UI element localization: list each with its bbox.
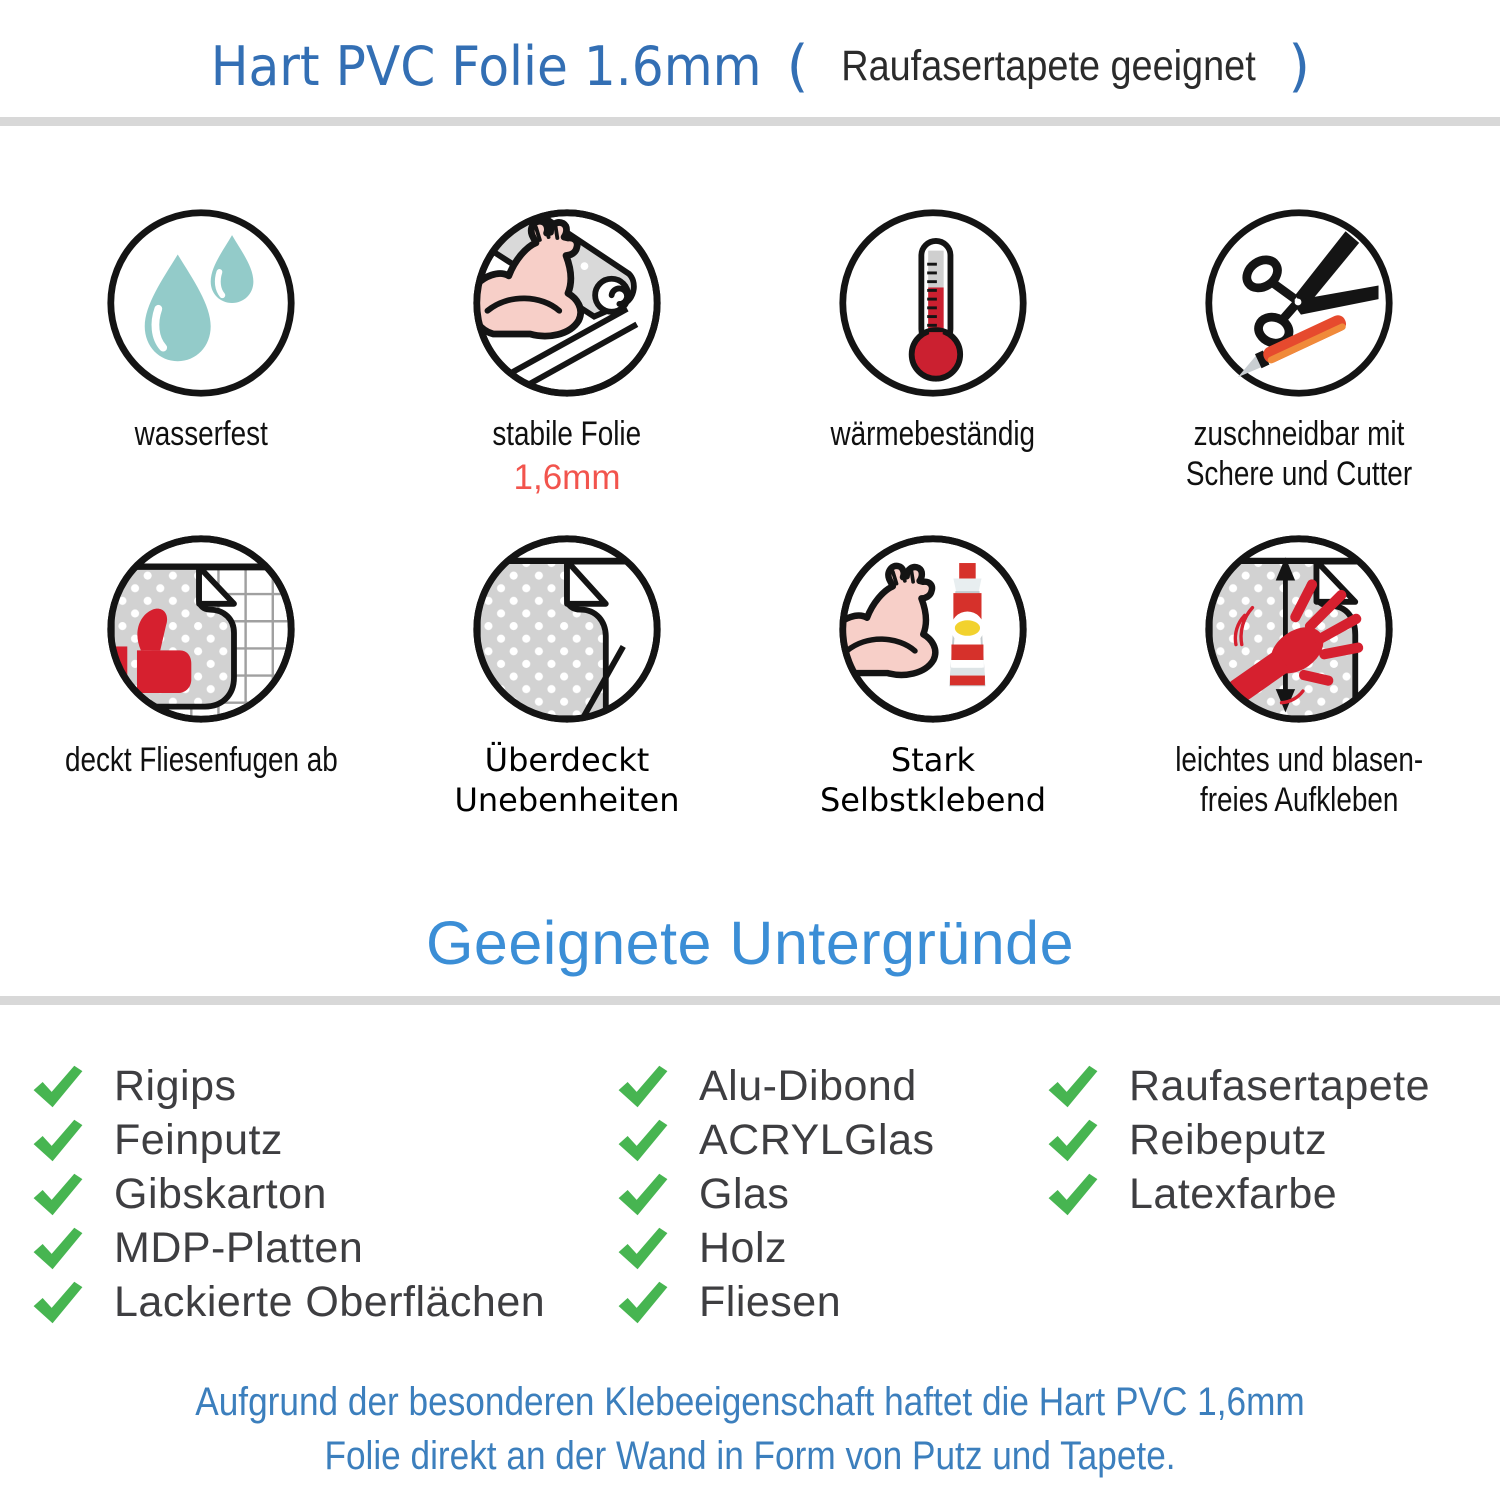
- feature-waterproof: [18, 206, 384, 518]
- list-item: Raufasertapete: [1045, 1059, 1470, 1113]
- list-item: Gibskarton: [30, 1167, 615, 1221]
- title-paren-open: (: [786, 34, 809, 99]
- title-paren-close: ): [1288, 34, 1311, 99]
- foil-thickness-label: 1,6mm: [513, 458, 621, 498]
- list-item: Alu-Dibond: [615, 1059, 1045, 1113]
- feature-covers-tile-joints: [18, 532, 384, 844]
- feature-caption: leichtes und blasen- freies Aufkleben: [1174, 741, 1423, 820]
- check-icon: [30, 1225, 86, 1272]
- feature-bubble-free: [1116, 532, 1482, 844]
- substrates-heading: Geeignete Untergründe: [425, 909, 1075, 977]
- adhesion-note: Aufgrund der besonderen Klebeeigenschaft haftet die Hart PVC 1,6mm Folie direkt an der Wand in Form von Putz und Tapete.: [195, 1380, 1305, 1479]
- list-item: Reibeputz: [1045, 1113, 1470, 1167]
- list-item: Holz: [615, 1221, 1045, 1275]
- feature-caption: Überdeckt Unebenheiten: [454, 741, 680, 819]
- scissors-cutter-icon: [1202, 206, 1396, 400]
- feature-cuttable: [1116, 206, 1482, 518]
- substrates-divider: [0, 996, 1500, 1005]
- substrates-column-2: [615, 1059, 1045, 1329]
- feature-caption: zuschneidbar mit Schere und Cutter: [1185, 415, 1413, 494]
- muscle-foil-icon: [470, 206, 664, 400]
- feature-self-adhesive: [750, 532, 1116, 844]
- page-header: [0, 0, 1500, 99]
- check-icon: [1045, 1117, 1101, 1164]
- list-item: Latexfarbe: [1045, 1167, 1470, 1221]
- list-item: Lackierte Oberflächen: [30, 1275, 615, 1329]
- check-icon: [1045, 1171, 1101, 1218]
- check-icon: [1045, 1063, 1101, 1110]
- check-icon: [615, 1171, 671, 1218]
- hand-press-icon: [1202, 532, 1396, 726]
- page-title: Hart PVC Folie 1.6mm: [210, 35, 762, 98]
- list-item: Rigips: [30, 1059, 615, 1113]
- list-item: Glas: [615, 1167, 1045, 1221]
- feature-caption: wärmebeständig: [830, 415, 1036, 453]
- header-divider: [0, 117, 1500, 126]
- foil-fold-icon: [470, 532, 664, 726]
- check-icon: [30, 1279, 86, 1326]
- feature-heat-resistant: [750, 206, 1116, 518]
- substrates-list: [30, 1059, 1470, 1329]
- check-icon: [30, 1171, 86, 1218]
- substrates-column-1: [30, 1059, 615, 1329]
- check-icon: [30, 1063, 86, 1110]
- list-item: Fliesen: [615, 1275, 1045, 1329]
- feature-caption: Stark Selbstklebend: [819, 741, 1047, 819]
- feature-stable-foil: [384, 206, 750, 518]
- thumb-up-tiles-icon: [104, 532, 298, 726]
- feature-grid: [18, 206, 1482, 844]
- feature-caption: deckt Fliesenfugen ab: [64, 741, 338, 779]
- substrates-column-3: [1045, 1059, 1470, 1221]
- check-icon: [615, 1225, 671, 1272]
- check-icon: [30, 1117, 86, 1164]
- feature-caption: wasserfest: [134, 415, 268, 453]
- check-icon: [615, 1279, 671, 1326]
- feature-caption: stabile Folie: [492, 415, 642, 453]
- list-item: ACRYLGlas: [615, 1113, 1045, 1167]
- list-item: Feinputz: [30, 1113, 615, 1167]
- muscle-glue-icon: [836, 532, 1030, 726]
- thermometer-icon: [836, 206, 1030, 400]
- check-icon: [615, 1063, 671, 1110]
- water-drops-icon: [104, 206, 298, 400]
- check-icon: [615, 1117, 671, 1164]
- list-item: MDP-Platten: [30, 1221, 615, 1275]
- feature-covers-unevenness: [384, 532, 750, 844]
- page-subtitle: Raufasertapete geeignet: [841, 42, 1256, 90]
